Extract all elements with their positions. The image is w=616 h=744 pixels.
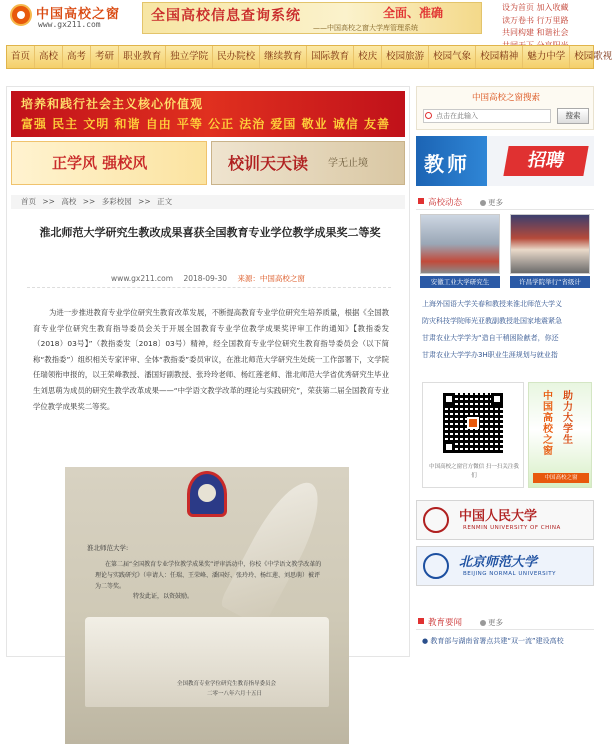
site-logo[interactable] <box>10 2 132 32</box>
article-source: 来源：中国高校之窗 <box>237 274 305 283</box>
campus-news-more-link[interactable]: 更多 <box>480 197 503 208</box>
sidebar <box>416 86 594 657</box>
nav-item-anniversary[interactable]: 校庆 <box>354 46 382 68</box>
campus-news-title: 高校动态 <box>428 198 463 208</box>
nav-item-international[interactable]: 国际教育 <box>307 46 354 68</box>
search-title: 中国高校之窗搜索 <box>471 93 540 103</box>
university-english-name: RENMIN UNIVERSITY OF CHINA <box>463 525 561 531</box>
logo-name: 中国高校之窗 <box>36 7 121 22</box>
article-date: 2018-09-30 <box>183 274 228 283</box>
university-english-name: BEIJING NORMAL UNIVERSITY <box>463 571 556 577</box>
certificate-date: 二零一八年六月十五日 <box>207 691 263 697</box>
certificate-text: 在第二届“全国教育专业学位教学成果奖”评审活动中，你校《中学语文教学改革的理论与实践研究》（申请人：任瑞、王荣峰、潘国好、张玲玲、杨红莲、刘思萌）被评为二等奖。 <box>95 561 322 590</box>
university-emblem-icon <box>423 507 449 533</box>
breadcrumb-campus[interactable]: 多彩校园 <box>101 197 132 206</box>
breadcrumb-sep: >> <box>82 197 96 206</box>
list-item[interactable]: 甘肃农业大学学办3H职业生涯规划与就业指 <box>422 351 558 359</box>
qr-logo-icon <box>467 417 479 429</box>
list-item[interactable]: 防灾科技学院师光亚教副教授赴国家地震紧急 <box>422 317 562 325</box>
logo-url: www.gx211.com <box>38 20 101 29</box>
hire-recruit-text: 招聘 <box>503 146 588 176</box>
university-name: 北京师范大学 <box>459 555 538 570</box>
qr-side-text: 中国高校之窗 <box>543 391 553 457</box>
qr-finder <box>443 441 455 453</box>
site-header <box>0 0 600 40</box>
certificate-issuer: 全国教育专业学位研究生教育指导委员会 <box>177 681 277 687</box>
nav-item-home[interactable]: 首页 <box>7 46 35 68</box>
school-motto-text: 校训天天读 <box>228 154 309 173</box>
news-thumb[interactable] <box>510 214 590 290</box>
certificate-closing: 特发此证，以资鼓励。 <box>133 593 194 600</box>
nav-item-universities[interactable]: 高校 <box>35 46 63 68</box>
article-meta <box>11 273 405 284</box>
news-thumb-image <box>510 214 590 274</box>
breadcrumb-current: 正文 <box>157 197 173 206</box>
breadcrumb-universities[interactable]: 高校 <box>61 197 77 206</box>
study-style-banner[interactable] <box>11 141 207 185</box>
section-marker-icon <box>418 198 424 204</box>
hire-teacher-text: 教师 <box>424 152 470 176</box>
nav-item-vocational[interactable]: 职业教育 <box>119 46 166 68</box>
article-body: 为进一步推进教育专业学位研究生教育改革发展，不断提高教育专业学位研究生培养质量，根据《全国教育专业学位研究生教育指导委员会关于开展全国教育专业学位教学成果奖评审工作的通知》【教指委发（2018）03号】”（教指委发〔2018〕03号）精神，经全国教育专业学位研究生教育指导委员会（以下简称“教指委”）组织相关专家评审、全体“教指委”委员审议，在淮北师范大学研究生处统一工作部署下，文学院任瑞领衔申报的，以王荣峰教授、潘国好副教授、张玲玲老师、杨红莲老师、淮北师范大学省优秀研究生毕业生刘思萌为成员的研究生教学改革成果——“中学语文教学改革的理论与实践研究”，荣获第二届全国教育专业学位教学成果奖二等奖。 <box>33 308 389 411</box>
certificate-emblem-icon <box>187 471 227 517</box>
search-panel <box>416 86 594 130</box>
nav-item-independent[interactable]: 独立学院 <box>166 46 213 68</box>
core-values-banner[interactable] <box>11 91 405 137</box>
feather-decoration <box>219 472 334 628</box>
core-values-list: 富强 民主 文明 和谐 自由 平等 公正 法治 爱国 敬业 诚信 友善 <box>21 117 390 131</box>
news-thumb[interactable] <box>420 214 500 290</box>
qr-side-tag: 中国高校之窗 <box>533 473 589 483</box>
nav-item-private[interactable]: 民办院校 <box>213 46 260 68</box>
qr-side-banner[interactable] <box>528 382 592 488</box>
edu-news-title: 教育要闻 <box>428 618 463 628</box>
edu-news-more-link[interactable]: 更多 <box>480 617 503 628</box>
news-thumb-caption: 许昌学院举行“省级计 <box>510 276 590 288</box>
qr-card <box>422 382 524 488</box>
breadcrumb-sep: >> <box>42 197 55 206</box>
university-emblem-icon <box>423 553 449 579</box>
search-icon <box>425 112 432 119</box>
main-content <box>6 86 410 697</box>
award-certificate-image <box>65 467 349 744</box>
list-item[interactable]: 上海外国语大学关春和教授来淮北师范大学义 <box>422 300 562 308</box>
banner-subtitle: ——中国高校之窗大学库管理系统 <box>313 24 418 32</box>
main-nav <box>6 45 613 69</box>
top-link[interactable]: 共同构建 和谐社会 <box>502 28 569 37</box>
qr-caption: 中国高校之窗官方微信 扫一扫关注我们 <box>429 464 519 479</box>
teacher-recruitment-banner[interactable] <box>416 136 594 186</box>
breadcrumb-home[interactable]: 首页 <box>21 197 36 206</box>
campus-news-list <box>422 296 594 364</box>
banner-slogan: 全面、准确 <box>383 6 444 20</box>
nav-item-continuing[interactable]: 继续教育 <box>260 46 307 68</box>
core-values-title: 培养和践行社会主义核心价值观 <box>21 97 204 111</box>
news-thumb-caption: 安徽工业大学研究生 <box>420 276 500 288</box>
certificate-recipient: 淮北师范大学: <box>87 544 129 552</box>
nav-item-songs[interactable]: 校园歌视 <box>574 51 613 62</box>
nav-item-weather[interactable]: 校园气象 <box>429 46 476 68</box>
breadcrumb <box>11 195 405 209</box>
header-banner[interactable] <box>142 2 482 34</box>
article-title: 淮北师范大学研究生教改成果喜获全国教育专业学位教学成果奖二等奖 <box>39 226 381 239</box>
school-motto-sub: 学无止境 <box>328 158 368 169</box>
nav-item-gaokao[interactable]: 高考 <box>63 46 91 68</box>
qr-finder <box>443 393 455 405</box>
nav-item-travel[interactable]: 校园旅游 <box>382 46 429 68</box>
list-item[interactable]: 甘肃农业大学学为“造自干稍困险献者，你还 <box>422 334 559 342</box>
breadcrumb-sep: >> <box>138 197 151 206</box>
campus-news-header <box>416 194 594 210</box>
university-link-bnu[interactable] <box>416 546 594 586</box>
top-link[interactable]: 读万卷书 行万里路 <box>502 15 569 25</box>
news-thumb-image <box>420 214 500 274</box>
study-style-text: 正学风 强校风 <box>52 154 148 172</box>
logo-emblem-icon <box>10 4 32 26</box>
edu-news-header <box>416 614 594 630</box>
qr-side-text: 助力大学生 <box>563 391 573 446</box>
top-link[interactable]: 设为首页 加入收藏 <box>502 3 569 12</box>
wechat-promo <box>416 382 594 488</box>
section-marker-icon <box>418 618 424 624</box>
school-motto-banner[interactable] <box>211 141 405 185</box>
nav-item-highschool[interactable]: 魅力中学 <box>523 46 570 68</box>
campus-news-thumbs <box>416 214 594 290</box>
university-name: 中国人民大学 <box>459 509 538 524</box>
university-link-renmin[interactable] <box>416 500 594 540</box>
nav-item-spirit[interactable]: 校园精神 <box>476 46 523 68</box>
title-divider <box>27 287 391 288</box>
qr-finder <box>491 393 503 405</box>
search-button[interactable]: 搜索 <box>557 108 589 124</box>
nav-item-kaoyan[interactable]: 考研 <box>91 46 119 68</box>
article-site: www.gx211.com <box>111 274 174 283</box>
edu-news-item[interactable]: ● 教育部与湖南省署点共建“双一流”建设高校 <box>422 637 564 645</box>
search-input[interactable] <box>423 109 551 123</box>
banner-title: 全国高校信息查询系统 <box>151 8 301 24</box>
